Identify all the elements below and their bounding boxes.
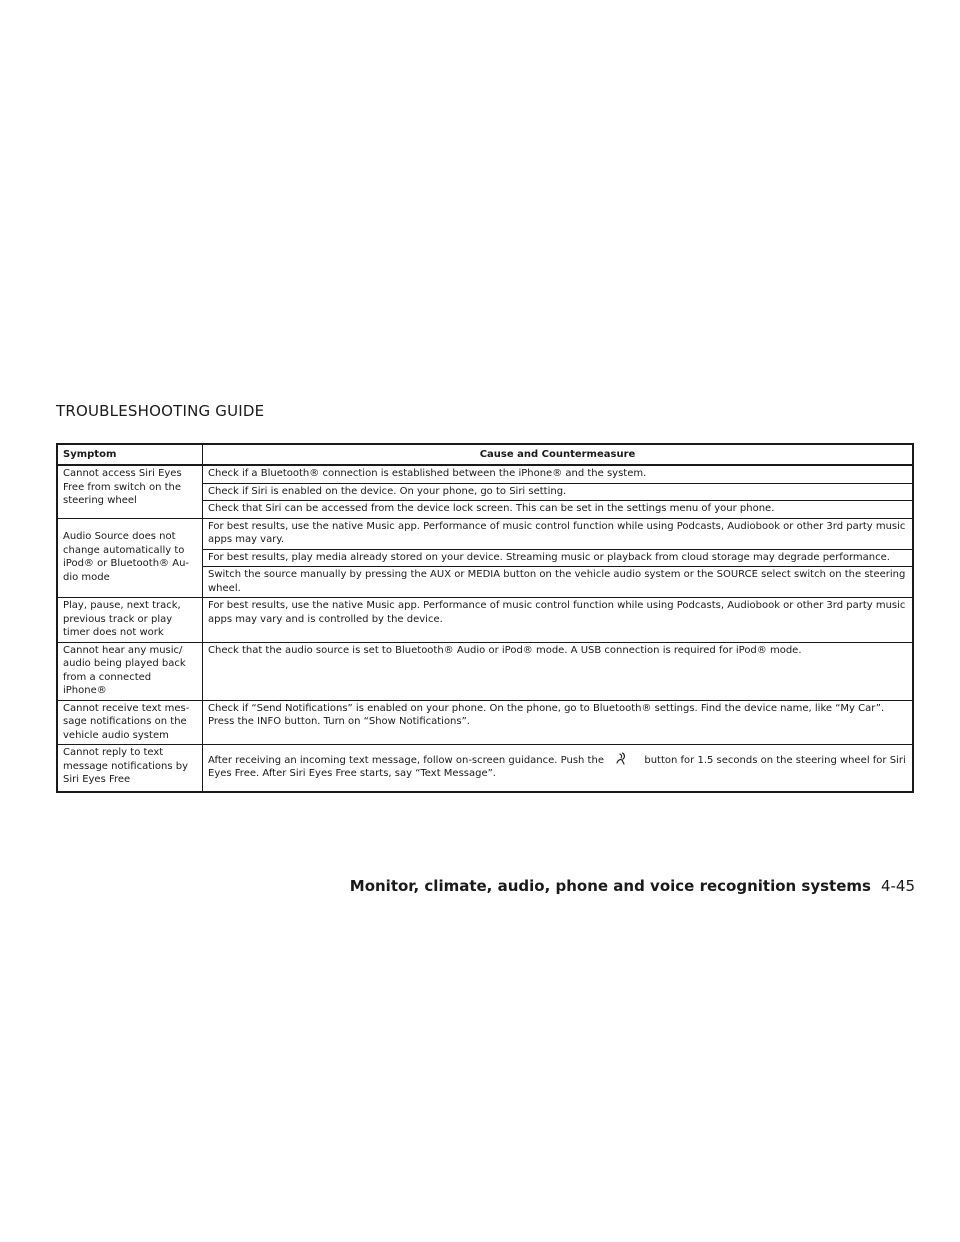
page-footer [350,877,915,895]
cause-cell [203,745,914,792]
header-cause: Cause and Countermeasure [203,444,914,465]
cause-cell: Check if Siri is enabled on the device. On your phone, go to Siri setting. [203,483,914,501]
cause-text-before-icon: After receiving an incoming text message, follow on-screen guidance. Push the [208,754,604,766]
table-header-row [57,444,913,465]
cause-text-after-icon: button for 1.5 seconds on the steering wheel for Siri Eyes Free. After Siri Eyes Free starts, say “Text Message”. [208,754,906,780]
troubleshooting-table [56,443,914,793]
cause-cell: Check if a Bluetooth® connection is established between the iPhone® and the system. [203,465,914,483]
cause-cell: Check that Siri can be accessed from the device lock screen. This can be set in the settings menu of your phone. [203,501,914,519]
symptom-cell: Cannot reply to text message notifications by Siri Eyes Free [57,745,203,792]
cause-cell: Check if “Send Notifications” is enabled on your phone. On the phone, go to Bluetooth® settings. Find the device name, like “My Car”. Press the INFO button. Turn on “Show Notifications”. [203,700,914,745]
symptom-cell: Audio Source does not change automatically to iPod® or Bluetooth® Au- dio mode [57,518,203,598]
symptom-cell: Cannot hear any music/ audio being played back from a connected iPhone® [57,642,203,700]
voice-recognition-icon [607,752,641,764]
cause-cell: Check that the audio source is set to Bluetooth® Audio or iPod® mode. A USB connection is required for iPod® mode. [203,642,914,700]
table-row [57,598,913,643]
cause-cell: For best results, play media already stored on your device. Streaming music or playback from cloud storage may degrade performance. [203,549,914,567]
symptom-cell: Cannot access Siri Eyes Free from switch on the steering wheel [57,465,203,518]
cause-cell: Switch the source manually by pressing the AUX or MEDIA button on the vehicle audio system or the SOURCE select switch on the steering wheel. [203,567,914,598]
cause-cell: For best results, use the native Music app. Performance of music control function while using Podcasts, Audiobook or other 3rd party music apps may vary. [203,518,914,549]
table-row [57,745,913,792]
table-row [57,642,913,700]
cause-cell: For best results, use the native Music app. Performance of music control function while using Podcasts, Audiobook or other 3rd party music apps may vary and is controlled by the device. [203,598,914,643]
table-row [57,518,913,549]
symptom-cell: Play, pause, next track, previous track or play timer does not work [57,598,203,643]
chapter-title: Monitor, climate, audio, phone and voice recognition systems [349,877,871,895]
page-number: 4-45 [880,877,915,895]
header-symptom: Symptom [57,444,203,465]
section-title: TROUBLESHOOTING GUIDE [56,402,265,420]
table-row [57,465,913,483]
symptom-cell: Cannot receive text mes- sage notifications on the vehicle audio system [57,700,203,745]
table-row [57,700,913,745]
